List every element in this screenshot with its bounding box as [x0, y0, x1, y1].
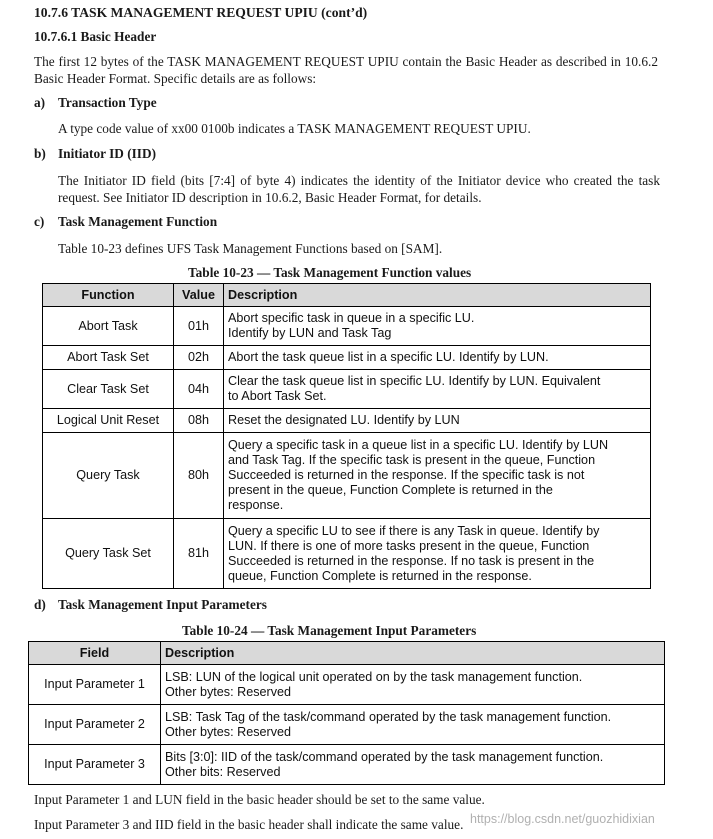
- table1-header-description: Description: [224, 284, 651, 307]
- field-cell: Input Parameter 2: [29, 705, 161, 745]
- value-cell: 01h: [174, 307, 224, 346]
- item-b-title: Initiator ID (IID): [58, 146, 157, 161]
- task-function-table: [42, 283, 651, 589]
- desc-line: Abort specific task in queue in a specific LU.: [228, 311, 475, 325]
- description-cell: [161, 705, 665, 745]
- desc-line: response.: [228, 498, 284, 512]
- value-cell: 02h: [174, 346, 224, 370]
- table-row: [29, 745, 665, 785]
- table1-caption: Table 10-23 — Task Management Function values: [188, 265, 472, 280]
- item-d-title: Task Management Input Parameters: [58, 597, 267, 612]
- item-a-title: Transaction Type: [58, 95, 157, 110]
- desc-line: LUN. If there is one of more tasks present in the queue, Function: [228, 538, 590, 553]
- item-b-body: The Initiator ID field (bits [7:4] of byte 4) indicates the identity of the Initiator device who created the task request. See Initiator ID description in 10.6.2, Basic Header Format, for details.: [58, 173, 660, 205]
- field-cell: Input Parameter 3: [29, 745, 161, 785]
- table-row: [43, 433, 651, 519]
- table-row: [43, 370, 651, 409]
- item-c-heading: [34, 214, 217, 230]
- item-b-label: b): [34, 146, 46, 161]
- desc-line: Query a specific LU to see if there is any Task in queue. Identify by: [228, 523, 600, 538]
- value-cell: 08h: [174, 409, 224, 433]
- description-cell: [224, 519, 651, 589]
- desc-line: LSB: LUN of the logical unit operated on by the task management function.: [165, 669, 583, 684]
- value-cell: 81h: [174, 519, 224, 589]
- desc-line: Other bytes: Reserved: [165, 724, 291, 739]
- function-cell: Abort Task Set: [43, 346, 174, 370]
- footer-line-1: Input Parameter 1 and LUN field in the basic header should be set to the same value.: [34, 792, 485, 807]
- table2-header-field: Field: [29, 642, 161, 665]
- item-b-heading: [34, 146, 156, 162]
- footer-line-2: Input Parameter 3 and IID field in the basic header shall indicate the same value.: [34, 817, 464, 832]
- item-a-body: A type code value of xx00 0100b indicates a TASK MANAGEMENT REQUEST UPIU.: [58, 121, 531, 136]
- desc-line: Succeeded is returned in the response. If the specific task is not: [228, 468, 585, 482]
- item-c-label: c): [34, 214, 45, 229]
- subsection-title: 10.7.6.1 Basic Header: [34, 29, 157, 44]
- desc-line: Query a specific task in a queue list in a specific LU. Identify by LUN: [228, 438, 609, 452]
- item-c-body: Table 10-23 defines UFS Task Management Functions based on [SAM].: [58, 241, 443, 256]
- table-row: [43, 409, 651, 433]
- section-title: 10.7.6 TASK MANAGEMENT REQUEST UPIU (cont’d): [34, 5, 368, 20]
- desc-line: Succeeded is returned in the response. If no task is present in the: [228, 553, 595, 568]
- description-cell: [224, 370, 651, 409]
- value-cell: 04h: [174, 370, 224, 409]
- desc-line: to Abort Task Set.: [228, 389, 327, 403]
- table-row: [29, 665, 665, 705]
- table2-header-row: [29, 642, 665, 665]
- function-cell: Clear Task Set: [43, 370, 174, 409]
- desc-line: Clear the task queue list in specific LU. Identify by LUN. Equivalent: [228, 374, 601, 388]
- item-a-label: a): [34, 95, 46, 110]
- desc-line: Other bits: Reserved: [165, 764, 281, 779]
- description-cell: [224, 433, 651, 519]
- description-cell: [161, 665, 665, 705]
- table-row: [43, 307, 651, 346]
- item-d-label: d): [34, 597, 46, 612]
- intro-paragraph: The first 12 bytes of the TASK MANAGEMENT REQUEST UPIU contain the Basic Header as described in 10.6.2 Basic Header Format. Specific details are as follows:: [34, 54, 658, 86]
- field-cell: Input Parameter 1: [29, 665, 161, 705]
- description-cell: Abort the task queue list in a specific LU. Identify by LUN.: [224, 346, 651, 370]
- table-row: [29, 705, 665, 745]
- function-cell: Query Task Set: [43, 519, 174, 589]
- desc-line: present in the queue, Function Complete is returned in the: [228, 483, 553, 497]
- desc-line: Bits [3:0]: IID of the task/command operated by the task management function.: [165, 749, 604, 764]
- table2-header-description: Description: [161, 642, 665, 665]
- table1-header-function: Function: [43, 284, 174, 307]
- desc-line: Other bytes: Reserved: [165, 684, 291, 699]
- table-row: [43, 346, 651, 370]
- table-row: [43, 519, 651, 589]
- function-cell: Abort Task: [43, 307, 174, 346]
- watermark-text: https://blog.csdn.net/guozhidixian: [470, 812, 655, 826]
- table2-caption: Table 10-24 — Task Management Input Parameters: [182, 623, 477, 638]
- description-cell: [224, 307, 651, 346]
- input-parameters-table: [28, 641, 665, 785]
- function-cell: Query Task: [43, 433, 174, 519]
- desc-line: Identify by LUN and Task Tag: [228, 326, 392, 340]
- desc-line: queue, Function Complete is returned in the response.: [228, 568, 532, 583]
- description-cell: [161, 745, 665, 785]
- desc-line: LSB: Task Tag of the task/command operated by the task management function.: [165, 709, 612, 724]
- table1-header-row: [43, 284, 651, 307]
- function-cell: Logical Unit Reset: [43, 409, 174, 433]
- item-d-heading: [34, 597, 267, 613]
- desc-line: and Task Tag. If the specific task is present in the queue, Function: [228, 453, 596, 467]
- item-c-title: Task Management Function: [58, 214, 218, 229]
- description-cell: Reset the designated LU. Identify by LUN: [224, 409, 651, 433]
- item-a-heading: [34, 95, 157, 111]
- value-cell: 80h: [174, 433, 224, 519]
- table1-header-value: Value: [174, 284, 224, 307]
